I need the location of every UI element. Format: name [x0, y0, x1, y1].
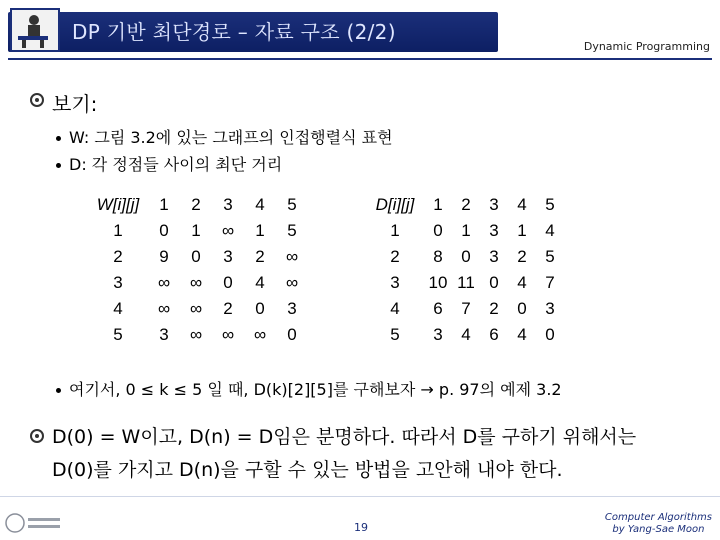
cell: 4 [390, 299, 400, 318]
cell: ∞ [157, 273, 171, 292]
cell: 11 [457, 273, 475, 292]
matrix-w-row [88, 296, 308, 322]
cell: 5 [545, 247, 555, 266]
cell: 3 [223, 247, 233, 266]
matrix-d-row [366, 218, 564, 244]
cell: 6 [433, 299, 443, 318]
footer-rule [0, 496, 720, 497]
matrix-d-col: 1 [433, 195, 443, 214]
matrix-w-row [88, 270, 308, 296]
cell: 2 [223, 299, 233, 318]
matrix-d-row [366, 296, 564, 322]
matrix-w-row [88, 322, 308, 348]
cell: 0 [461, 247, 471, 266]
cell: 3 [489, 247, 499, 266]
cell: 4 [113, 299, 123, 318]
page-title: DP 기반 최단경로 – 자료 구조 (2/2) [72, 20, 396, 44]
cell: 3 [433, 325, 443, 344]
cell: 0 [545, 325, 555, 344]
matrix-d-col: 5 [545, 195, 555, 214]
gear-bullet-icon [28, 92, 46, 108]
example-line [56, 377, 562, 400]
cell: 2 [517, 247, 527, 266]
cell: ∞ [221, 325, 235, 344]
cell: 2 [489, 299, 499, 318]
cell: 6 [489, 325, 499, 344]
matrix-w-head: W[i][j] [96, 195, 140, 214]
logo-icon [10, 8, 60, 52]
matrix-d-head: D[i][j] [375, 195, 415, 214]
matrix-d-col: 4 [517, 195, 527, 214]
gear-bullet-icon [28, 428, 46, 444]
cell: ∞ [285, 247, 299, 266]
cell: 2 [113, 247, 123, 266]
cell: 9 [159, 247, 169, 266]
page-number: 19 [354, 521, 368, 534]
university-logo-icon [4, 512, 64, 534]
cell: 2 [390, 247, 400, 266]
header-rule [8, 58, 712, 60]
matrix-w-col: 1 [159, 195, 169, 214]
cell: 1 [191, 221, 201, 240]
cell: 10 [428, 273, 448, 292]
cell: 7 [545, 273, 555, 292]
cell: ∞ [189, 325, 203, 344]
footer-author: by Yang-Sae Moon [612, 524, 705, 535]
cell: 3 [113, 273, 123, 292]
matrix-w-col: 2 [191, 195, 201, 214]
cell: 2 [255, 247, 265, 266]
cell: 1 [517, 221, 527, 240]
matrix-w-row [88, 218, 308, 244]
example-text: 여기서, 0 ≤ k ≤ 5 일 때, D(k)[2][5]를 구해보자 → p. 97의 예제 3.2 [69, 380, 562, 399]
bullet-w [56, 125, 393, 148]
matrix-d [366, 192, 564, 348]
cell: 0 [159, 221, 169, 240]
matrix-d-col: 3 [489, 195, 499, 214]
cell: 0 [255, 299, 265, 318]
cell: 5 [113, 325, 123, 344]
matrix-w-row [88, 244, 308, 270]
cell: 3 [489, 221, 499, 240]
cell: 7 [461, 299, 471, 318]
cell: 4 [461, 325, 471, 344]
cell: 5 [390, 325, 400, 344]
header [0, 0, 720, 58]
cell: 0 [287, 325, 297, 344]
bullet-d-text: D: 각 정점들 사이의 최단 거리 [69, 155, 283, 174]
bullet-d [56, 152, 282, 175]
cell: 0 [433, 221, 443, 240]
cell: 0 [489, 273, 499, 292]
cell: ∞ [157, 299, 171, 318]
cell: ∞ [253, 325, 267, 344]
footer-course: Computer Algorithms [604, 512, 712, 523]
cell: 3 [159, 325, 169, 344]
bullet-dot [56, 136, 61, 141]
matrix-w-col: 4 [255, 195, 265, 214]
cell: 3 [287, 299, 297, 318]
cell: 4 [545, 221, 555, 240]
cell: 4 [255, 273, 265, 292]
cell: 1 [113, 221, 123, 240]
bullet-dot [56, 388, 61, 393]
cell: 0 [223, 273, 233, 292]
cell: ∞ [221, 221, 235, 240]
cell: 3 [390, 273, 400, 292]
cell: 1 [255, 221, 265, 240]
cell: 4 [517, 273, 527, 292]
para-line-2: D(0)를 가지고 D(n)을 구할 수 있는 방법을 고안해 내야 한다. [52, 459, 563, 481]
bullet-w-text: W: 그림 3.2에 있는 그래프의 인접행렬식 표현 [69, 128, 393, 147]
cell: 1 [390, 221, 400, 240]
intro-label: 보기: [52, 92, 98, 116]
cell: 3 [545, 299, 555, 318]
matrix-d-col: 2 [461, 195, 471, 214]
cell: 5 [287, 221, 297, 240]
cell: 0 [517, 299, 527, 318]
cell: ∞ [189, 299, 203, 318]
course-label: Dynamic Programming [583, 40, 710, 53]
matrix-d-row [366, 270, 564, 296]
cell: 8 [433, 247, 443, 266]
footer-credit [605, 512, 712, 536]
matrix-d-row [366, 322, 564, 348]
cell: ∞ [285, 273, 299, 292]
matrix-d-row [366, 244, 564, 270]
para-line-1: D(0) = W이고, D(n) = D임은 분명하다. 따라서 D를 구하기 위해서는 [52, 426, 637, 448]
matrix-w-col: 5 [287, 195, 297, 214]
bullet-dot [56, 163, 61, 168]
cell: 4 [517, 325, 527, 344]
matrix-w-col: 3 [223, 195, 233, 214]
matrix-w [88, 192, 308, 348]
cell: 0 [191, 247, 201, 266]
cell: 1 [461, 221, 471, 240]
cell: ∞ [189, 273, 203, 292]
